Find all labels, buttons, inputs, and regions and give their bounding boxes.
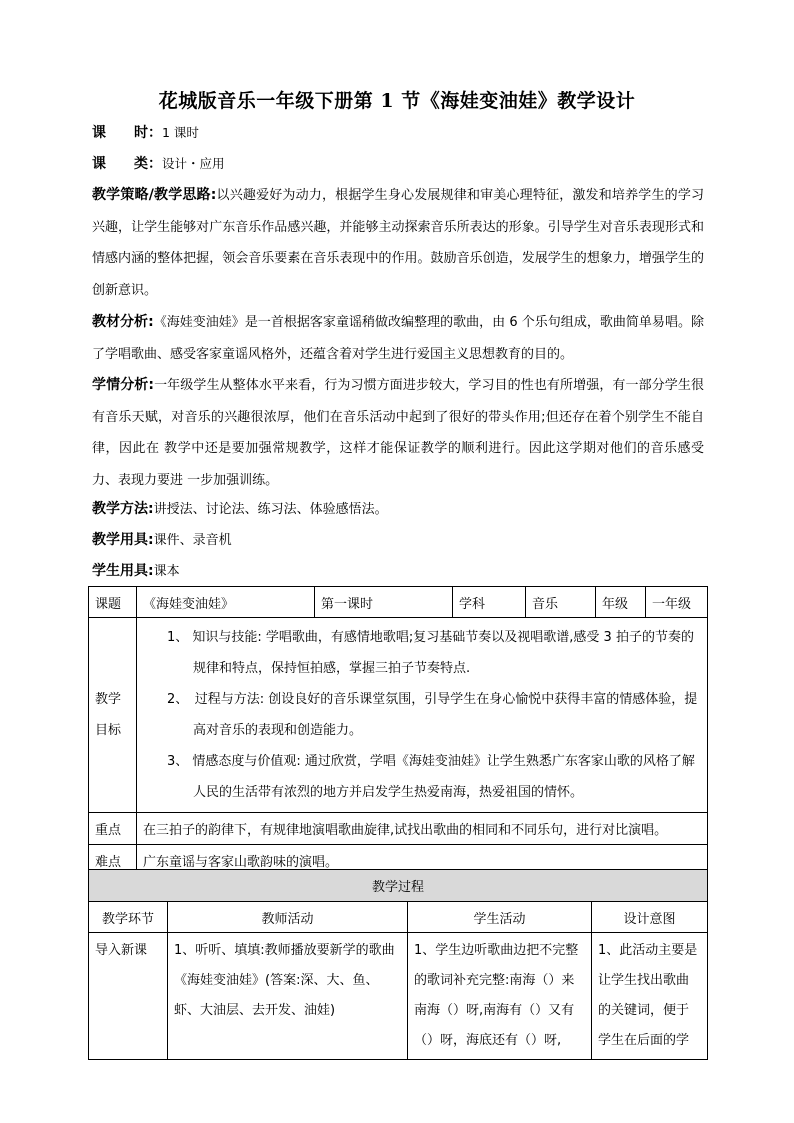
difficulty-label: 难点	[89, 845, 137, 877]
key-label: 重点	[89, 813, 137, 845]
teaching-process-table	[88, 869, 708, 1060]
process-header: 教学过程	[89, 870, 708, 902]
column-header: 设计意图	[592, 902, 708, 933]
type-value: 设计・应用	[162, 156, 225, 171]
goals-cell	[137, 618, 708, 813]
section-text: 讲授法、讨论法、练习法、体验感悟法。	[153, 502, 388, 517]
table-cell: 学科	[453, 587, 526, 618]
goal-item: 2、 过程与方法: 创设良好的音乐课堂氛围，引导学生在身心愉悦中获得丰富的情感体验，提高对音乐的表现和创造能力。	[167, 692, 698, 738]
table-cell: 课题	[89, 587, 137, 618]
material-section	[92, 307, 704, 370]
student-activity-cell: 1、学生边听歌曲边把不完整的歌词补充完整:南海（）来南海（）呀,南海有（）又有（）呀，海底还有（）呀,	[408, 933, 592, 1060]
goal-item: 3、 情感态度与价值观: 通过欣赏，学唱《海娃变油娃》让学生熟悉广东客家山歌的风格了解人民的生活带有浓烈的地方并启发学生热爱南海，热爱祖国的情怀。	[167, 754, 695, 800]
type-label: 课 类：	[92, 156, 162, 172]
student-tools-section	[92, 556, 704, 588]
table-cell: 第一课时	[315, 587, 453, 618]
table-cell: 音乐	[526, 587, 596, 618]
period-label: 课 时：	[92, 125, 162, 141]
learner-section	[92, 370, 704, 496]
table-cell: 年级	[596, 587, 646, 618]
lesson-info-table	[88, 586, 708, 877]
key-text: 在三拍子的韵律下，有规律地演唱歌曲旋律,试找出歌曲的相同和不同乐句，进行对比演唱。	[137, 813, 708, 845]
column-header: 学生活动	[408, 902, 592, 933]
teaching-tools-section	[92, 525, 704, 557]
table-cell: 一年级	[646, 587, 708, 618]
section-text: 以兴趣爱好为动力，根据学生身心发展规律和审美心理特征，激发和培养学生的学习兴趣，让学生能够对广东音乐作品感兴趣，并能够主动探索音乐所表达的形象。引导学生对音乐表现形式和情感内涵的整体把握，领会音乐要素在音乐表现中的作用。鼓励音乐创造，发展学生的想象力，增强学生的创新意识。	[92, 188, 704, 298]
table-row	[89, 870, 708, 902]
section-label: 学生用具:	[92, 563, 154, 579]
section-text: 《海娃变油娃》是一首根据客家童谣稍做改编整理的歌曲，由 6 个乐句组成，歌曲简单易唱。除了学唱歌曲、感受客家童谣风格外，还蕴含着对学生进行爱国主义思想教育的目的。	[92, 315, 704, 362]
goal-item: 1、 知识与技能: 学唱歌曲，有感情地歌唱;复习基础节奏以及视唱歌谱,感受 3 拍子的节奏的规律和特点，保持恒拍感，掌握三拍子节奏特点.	[167, 630, 694, 676]
table-row	[89, 813, 708, 845]
section-text: 一年级学生从整体水平来看，行为习惯方面进步较大，学习目的性也有所增强，有一部分学生很有音乐天赋，对音乐的兴趣很浓厚，他们在音乐活动中起到了很好的带头作用;但还存在着个别学生不能自律，因此在 教学中还是要加强常规教学，这样才能保证教学的顺利进行。因此这学期对他们的音乐感受力、表现力要进 一步加强训练。	[92, 378, 704, 488]
section-label: 学情分析:	[92, 377, 154, 393]
goals-label	[89, 618, 137, 813]
table-row	[89, 618, 708, 813]
design-intent-cell: 1、此活动主要是让学生找出歌曲的关键词，便于学生在后面的学	[592, 933, 708, 1060]
period-value: 1 课时	[162, 125, 199, 140]
teacher-activity-cell: 1、听听、填填:教师播放要新学的歌曲《海娃变油娃》(答案:深、大、鱼、虾、大油层、去开发、油娃)	[168, 933, 408, 1060]
column-header: 教学环节	[89, 902, 168, 933]
type-line	[92, 149, 704, 180]
section-label: 教学用具:	[92, 532, 154, 548]
period-line	[92, 118, 704, 149]
strategy-section	[92, 180, 704, 306]
table-row	[89, 933, 708, 1060]
section-text: 课件、录音机	[153, 533, 232, 548]
goals-label-text: 教学目标	[95, 692, 122, 738]
table-row	[89, 902, 708, 933]
table-row	[89, 587, 708, 618]
stage-cell: 导入新课	[89, 933, 168, 1060]
section-label: 教学方法:	[92, 501, 154, 517]
difficulty-text: 广东童谣与客家山歌韵味的演唱。	[137, 845, 708, 877]
section-text: 课本	[153, 564, 180, 579]
method-section	[92, 494, 704, 526]
section-label: 教材分析:	[92, 314, 154, 330]
column-header: 教师活动	[168, 902, 408, 933]
document-title: 花城版音乐一年级下册第 1 节《海娃变油娃》教学设计	[158, 90, 636, 112]
table-cell: 《海娃变油娃》	[137, 587, 315, 618]
section-label: 教学策略/教学思路:	[92, 187, 217, 203]
